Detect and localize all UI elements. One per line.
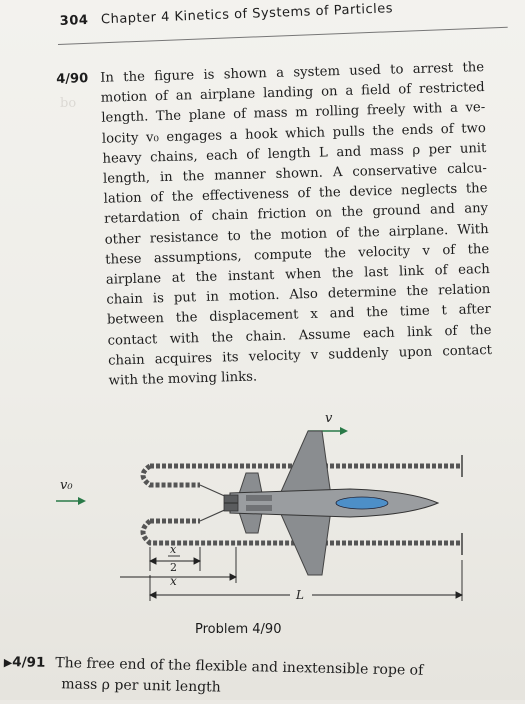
label-v0: v₀: [60, 478, 73, 493]
page-number: 304: [59, 12, 89, 29]
label-x-half-numerator: x: [170, 543, 177, 556]
problem-line: lation of the effectiveness of the device neglects the: [103, 181, 488, 207]
problem-next-line: The free end of the flexible and inextensible rope of: [55, 655, 424, 679]
dimension-x: [120, 547, 236, 588]
problem-4-91: [3, 652, 524, 704]
problem-line: chain is put in motion. Also determine the relation: [106, 282, 491, 308]
problem-line: chain acquires its velocity v suddenly upon contact: [107, 342, 493, 369]
label-x-half-denominator: 2: [170, 561, 177, 574]
running-title: Chapter 4 Kinetics of Systems of Particles: [100, 1, 394, 28]
problem-line: motion of an airplane landing on a field of restricted: [100, 80, 485, 106]
problem-number: 4/90: [56, 71, 89, 87]
problem-line: other resistance to the motion of the airplane. With: [104, 221, 489, 248]
label-L: L: [296, 588, 304, 602]
problem-line: length. The plane of mass m rolling freely with a ve-: [101, 100, 486, 127]
problem-text: [100, 58, 493, 392]
problem-line: contact with the chain. Assume each link of the: [107, 322, 492, 349]
problem-line: these assumptions, compute the velocity v of the: [105, 241, 490, 268]
problem-marker-icon: ▶: [3, 655, 13, 670]
problem-line: between the displacement x and the time t after: [106, 302, 492, 329]
problem-line: heavy chains, each of length L and mass ρ per unit: [102, 140, 487, 167]
problem-4-90: [56, 58, 495, 393]
label-x: x: [170, 574, 177, 588]
problem-line: airplane at the instant when the last link of each: [105, 262, 490, 288]
problem-line: retardation of chain friction on the ground and any: [103, 201, 489, 228]
velocity-arrow-v0: [56, 478, 86, 505]
airplane-arrest-figure: [50, 405, 470, 620]
problem-line: length, in the manner shown. A conservative calcu-: [102, 161, 488, 187]
page-header: [60, 0, 511, 40]
problem-line: locity v₀ engages a hook which pulls the ends of two: [101, 120, 487, 147]
figure-caption: Problem 4/90: [195, 622, 282, 637]
problem-line: In the figure is shown a system used to arrest the: [100, 60, 485, 86]
problem-next-line: mass ρ per unit length: [61, 676, 221, 696]
bleed-through-text: bo: [60, 96, 77, 111]
airplane-icon: [224, 431, 438, 575]
dimension-x-half: [150, 543, 200, 574]
label-v: v: [325, 411, 333, 426]
problem-number-next: 4/91: [12, 654, 46, 671]
problem-line: with the moving links.: [108, 369, 258, 389]
